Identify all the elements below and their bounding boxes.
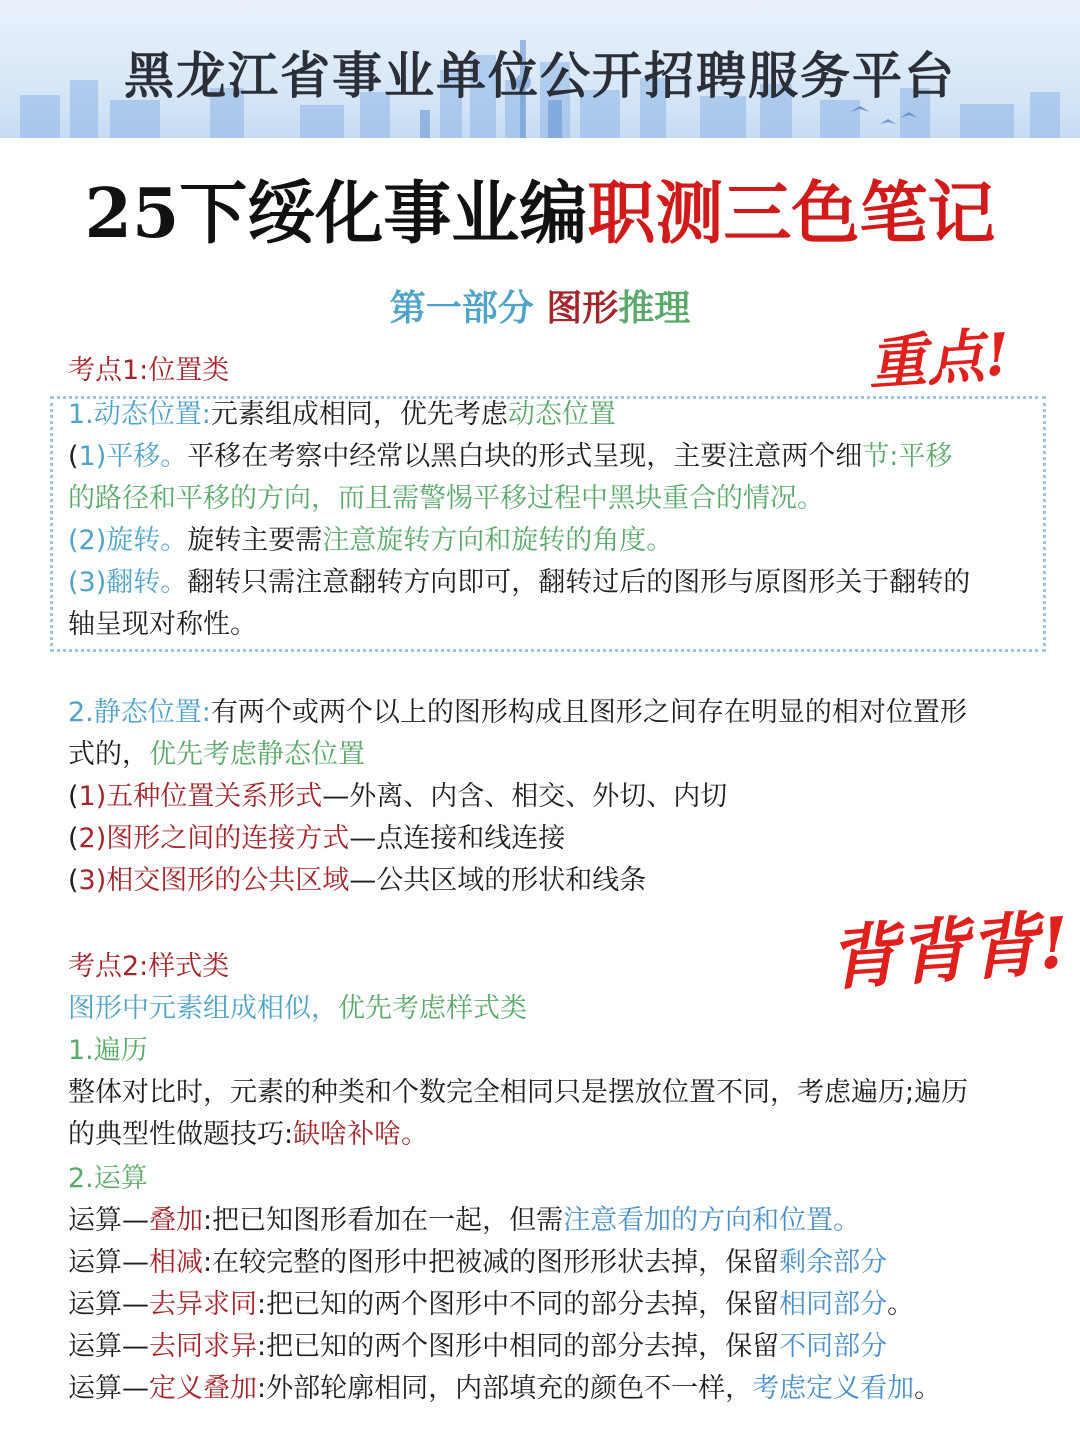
bianli-highlight: 缺啥补啥。	[293, 1119, 429, 1150]
item-prefix: 运算—	[68, 1331, 149, 1362]
item-text: :把已知的两个图形中不同的部分去掉，保留	[257, 1289, 780, 1320]
static-text: 有两个或两个以上的图形构成且图形之间存在明显的相对位置形	[210, 697, 967, 728]
section-number: 第一部分	[389, 288, 534, 329]
item-type: 叠加	[149, 1205, 203, 1236]
item-highlight: 节:平移	[862, 441, 953, 472]
intro-part-a: 图形中元素组成相似，	[68, 993, 338, 1024]
bianli-text-cont	[68, 1114, 428, 1156]
item-label: 2)图形之间的连接方式	[78, 823, 350, 854]
item-highlight: 不同部分	[779, 1331, 888, 1362]
item-text: —点连接和线连接	[349, 823, 566, 854]
dynamic-text: 元素组成相同，优先考虑	[210, 399, 508, 430]
dynamic-item-3-cont: 轴呈现对称性。	[68, 609, 257, 640]
dynamic-item-3	[68, 562, 970, 604]
kaodian2-intro	[68, 988, 527, 1030]
static-title: 2.静态位置:	[68, 697, 211, 728]
bianli-cont: 的典型性做题技巧:	[68, 1119, 294, 1150]
handwritten-note-memorize: 背背背!	[825, 900, 1072, 1001]
dynamic-title-line	[68, 394, 616, 436]
item-prefix: 运算—	[68, 1289, 149, 1320]
item-prefix: 运算—	[68, 1247, 149, 1278]
dynamic-item-1-cont: 的路径和平移的方向，而且需警惕平移过程中黑块重合的情况。	[68, 483, 824, 514]
item-text: :把已知的两个图形中相同的部分去掉，保留	[257, 1331, 780, 1362]
kaodian1-heading: 考点1:位置类	[68, 355, 230, 386]
item-text: :在较完整的图形中把被减的图形形状去掉，保留	[203, 1247, 780, 1278]
item-label: (3)翻转。	[68, 567, 188, 598]
static-item-2	[68, 818, 565, 860]
dynamic-highlight: 动态位置	[507, 399, 616, 430]
static-title-line	[68, 692, 967, 734]
item-label: 1)平移。	[78, 441, 188, 472]
dynamic-title: 1.动态位置:	[68, 399, 211, 430]
yunsuan-item-3	[68, 1284, 914, 1326]
banner-title: 黑龙江省事业单位公开招聘服务平台	[124, 47, 956, 105]
handwritten-note-important: 重点!	[866, 320, 1013, 398]
item-paren: (	[68, 781, 79, 812]
item-highlight: 注意旋转方向和旋转的角度。	[322, 525, 674, 556]
dynamic-item-1	[68, 436, 952, 478]
section-name-part-b: 推理	[618, 288, 691, 329]
yunsuan-item-4	[68, 1326, 887, 1368]
page-title	[0, 160, 1080, 257]
dynamic-item-2	[68, 520, 673, 562]
item-highlight: 注意看加的方向和位置。	[563, 1205, 861, 1236]
static-item-1	[68, 776, 727, 818]
static-cont: 式的，	[68, 739, 149, 770]
item-text: —外离、内含、相交、外切、内切	[322, 781, 728, 812]
yunsuan-item-1	[68, 1200, 860, 1242]
item-text: :把已知图形看加在一起，但需	[203, 1205, 564, 1236]
static-item-3	[68, 860, 646, 902]
item-paren: (	[68, 823, 79, 854]
item-prefix: 运算—	[68, 1373, 149, 1404]
item-paren: (	[68, 865, 79, 896]
item-text: 翻转只需注意翻转方向即可，翻转过后的图形与原图形关于翻转的	[187, 567, 971, 598]
header-banner	[0, 0, 1080, 138]
item-highlight: 相同部分	[779, 1289, 888, 1320]
item-text: —公共区域的形状和线条	[349, 865, 647, 896]
item-label: (2)旋转。	[68, 525, 188, 556]
yunsuan-item-5	[68, 1368, 941, 1410]
item-type: 定义叠加	[149, 1373, 257, 1404]
section-name-part-a: 图形	[546, 288, 619, 329]
bianli-title: 1.遍历	[68, 1035, 148, 1066]
title-part-red: 职测三色笔记	[587, 174, 996, 254]
static-highlight: 优先考虑静态位置	[149, 739, 365, 770]
item-type: 去同求异	[149, 1331, 257, 1362]
yunsuan-item-2	[68, 1242, 887, 1284]
bianli-text: 整体对比时，元素的种类和个数完全相同只是摆放位置不同，考虑遍历;遍历	[68, 1077, 969, 1108]
kaodian2-heading: 考点2:样式类	[68, 951, 230, 982]
item-type: 去异求同	[149, 1289, 257, 1320]
item-type: 相减	[149, 1247, 203, 1278]
intro-part-b: 优先考虑样式类	[338, 993, 527, 1024]
item-label: 1)五种位置关系形式	[78, 781, 323, 812]
item-label: 3)相交图形的公共区域	[78, 865, 350, 896]
item-text: :外部轮廓相同，内部填充的颜色不一样，	[257, 1373, 753, 1404]
section-name	[546, 288, 690, 329]
yunsuan-title: 2.运算	[68, 1163, 148, 1194]
item-prefix: 运算—	[68, 1205, 149, 1236]
item-highlight: 剩余部分	[779, 1247, 888, 1278]
item-text: 旋转主要需	[187, 525, 323, 556]
item-end: 。	[914, 1373, 942, 1404]
item-highlight: 考虑定义看加	[752, 1373, 915, 1404]
item-end: 。	[887, 1289, 915, 1320]
title-part-black: 25下绥化事业编	[84, 174, 588, 254]
item-text: 平移在考察中经常以黑白块的形式呈现，主要注意两个细	[187, 441, 863, 472]
item-paren: (	[68, 441, 79, 472]
static-title-cont	[68, 734, 365, 776]
